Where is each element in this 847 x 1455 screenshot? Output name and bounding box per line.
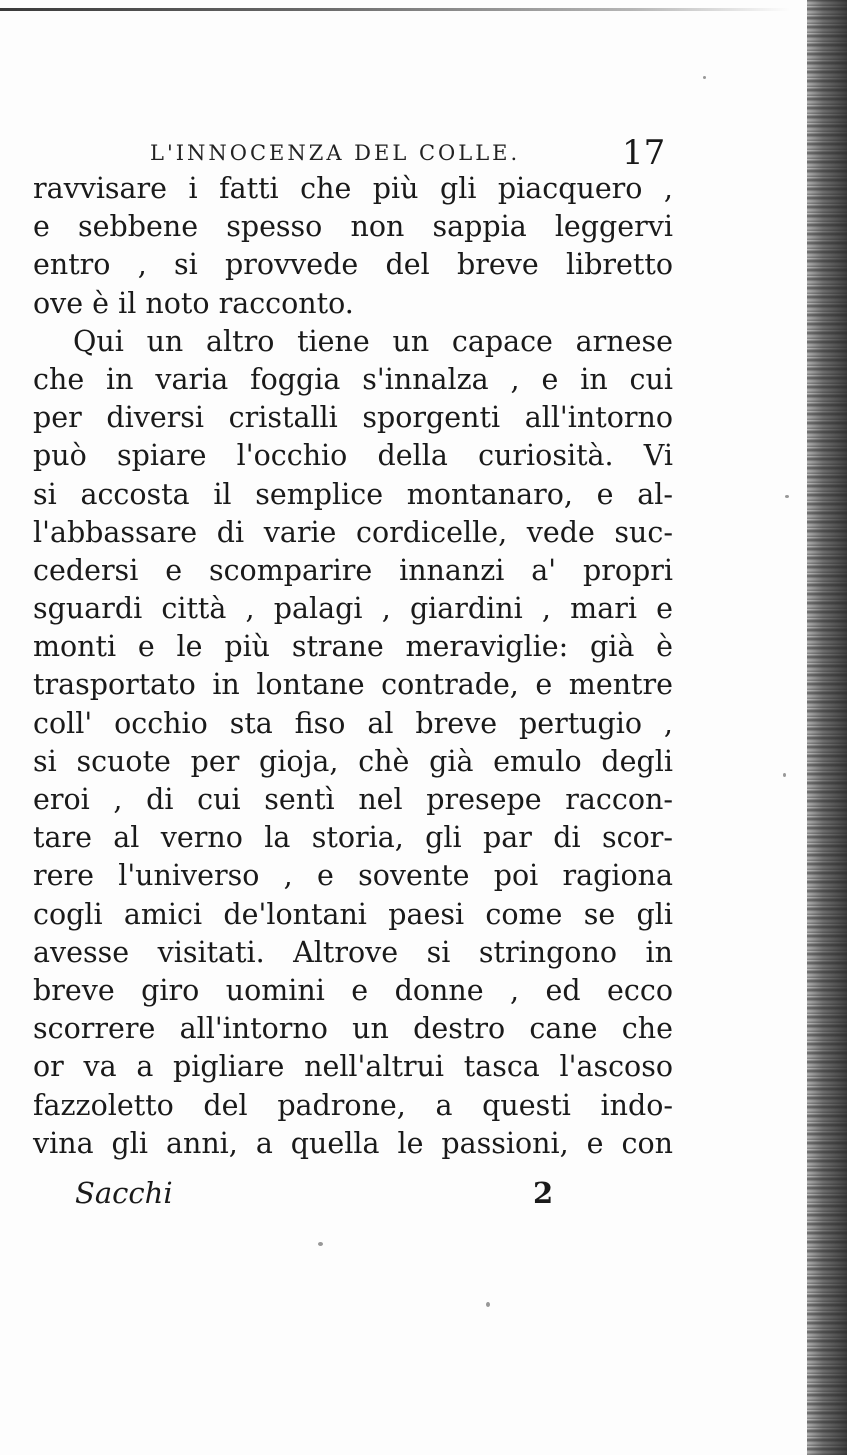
- printer-signature: Sacchi: [75, 1176, 173, 1210]
- text-line: fazzoletto del padrone, a questi indo-: [33, 1088, 673, 1122]
- signature-mark: 2: [533, 1176, 554, 1210]
- text-line: cogli amici de'lontani paesi come se gli: [33, 897, 673, 931]
- text-line: ravvisare i fatti che più gli piacquero ,: [33, 172, 673, 205]
- running-title: L'INNOCENZA DEL COLLE.: [150, 141, 521, 165]
- text-line: può spiare l'occhio della curiosità. Vi: [33, 439, 673, 473]
- text-line: si accosta il semplice montanaro, e al-: [33, 477, 673, 511]
- text-line: entro , si provvede del breve libretto: [33, 248, 673, 282]
- text-line: eroi , di cui sentì nel presepe raccon-: [33, 783, 673, 816]
- text-line: vina gli anni, a quella le passioni, e con: [33, 1126, 673, 1160]
- text-line: e sebbene spesso non sappia leggervi: [33, 210, 673, 244]
- text-line: breve giro uomini e donne , ed ecco: [33, 973, 673, 1007]
- top-edge-rule: [0, 8, 790, 11]
- text-line: scorrere all'intorno un destro cane che: [33, 1012, 673, 1046]
- text-line: si scuote per gioja, chè già emulo degli: [33, 744, 673, 778]
- paper-speck: [785, 495, 789, 498]
- text-line: rere l'universo , e sovente poi ragiona: [33, 859, 673, 893]
- paper-speck: [703, 76, 706, 79]
- text-line: ove è il noto racconto.: [33, 286, 354, 320]
- text-line: cedersi e scomparire innanzi a' propri: [33, 553, 673, 587]
- text-line: l'abbassare di varie cordicelle, vede suc-: [33, 515, 673, 549]
- text-line: or va a pigliare nell'altrui tasca l'ascoso: [33, 1050, 673, 1084]
- paragraph-first-line: Qui un altro tiene un capace arnese: [73, 324, 673, 358]
- body-text: [33, 170, 673, 1163]
- text-line: avesse visitati. Altrove si stringono in: [33, 935, 673, 969]
- binding-edge: [807, 0, 847, 1455]
- text-line: che in varia foggia s'innalza , e in cui: [33, 362, 673, 396]
- text-line: per diversi cristalli sporgenti all'intorno: [33, 401, 673, 435]
- paper-speck: [486, 1302, 490, 1307]
- text-line: coll' occhio sta fiso al breve pertugio ,: [33, 706, 673, 740]
- text-line: monti e le più strane meraviglie: già è: [33, 630, 673, 664]
- paper-speck: [318, 1242, 323, 1246]
- text-line: tare al verno la storia, gli par di scor-: [33, 821, 673, 855]
- page-number: 17: [622, 133, 666, 173]
- running-head: [0, 133, 800, 173]
- paper-speck: [783, 773, 786, 777]
- signature-line: [75, 1176, 635, 1220]
- text-line: sguardi città , palagi , giardini , mari e: [33, 592, 673, 626]
- text-line: trasportato in lontane contrade, e mentre: [33, 668, 673, 702]
